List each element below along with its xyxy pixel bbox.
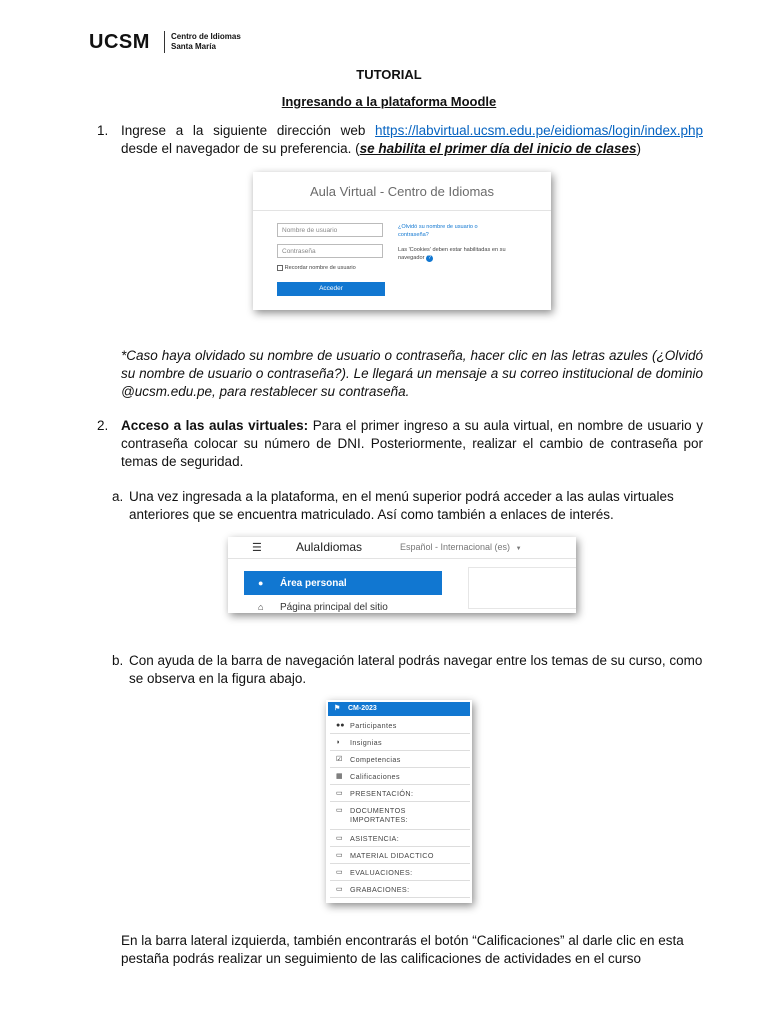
sidebar-item[interactable] xyxy=(330,785,470,802)
sidebar-item[interactable] xyxy=(330,864,470,881)
sub-b-text: Con ayuda de la barra de navegación lateral podrás navegar entre los temas de su curso, como se observa en la figura abajo. xyxy=(129,653,703,686)
sidebar-item-label: Calificaciones xyxy=(350,772,400,781)
menu-screenshot xyxy=(228,537,576,613)
caret-down-icon: ▼ xyxy=(515,546,522,552)
nav-home[interactable] xyxy=(244,595,442,613)
step2-text xyxy=(121,417,703,471)
table-icon: ▦ xyxy=(336,773,343,780)
sidebar-item[interactable] xyxy=(330,802,470,830)
step1-text xyxy=(121,122,703,158)
sidebar-item-label: Competencias xyxy=(350,755,401,764)
login-title: Aula Virtual - Centro de Idiomas xyxy=(309,184,495,199)
org-name xyxy=(171,32,241,51)
top-navbar xyxy=(228,537,576,559)
course-header[interactable] xyxy=(328,702,470,716)
language-selector[interactable] xyxy=(400,542,522,552)
sidebar-item-label: DOCUMENTOS IMPORTANTES: xyxy=(350,806,409,824)
course-code: CM-2023 xyxy=(348,705,377,712)
home-icon: ⌂ xyxy=(258,602,264,612)
help-icon[interactable]: ? xyxy=(426,255,433,262)
cookies-text: Las 'Cookies' deben estar habilitadas en su navegador xyxy=(398,247,506,261)
language-label: Español - Internacional (es) xyxy=(400,542,511,552)
sidebar-item[interactable] xyxy=(330,734,470,751)
username-input[interactable]: Nombre de usuario xyxy=(277,223,383,237)
folder-icon: ▭ xyxy=(336,835,343,842)
sidebar-item-label: Participantes xyxy=(350,721,397,730)
sidebar-item[interactable] xyxy=(330,881,470,898)
login-button[interactable]: Acceder xyxy=(277,282,385,296)
shield-icon: ◗ xyxy=(336,739,341,746)
step1-emphasis: se habilita el primer día del inicio de clases xyxy=(359,141,637,156)
step1-text-a: Ingrese a la siguiente dirección web xyxy=(121,123,376,138)
step1-text-b: desde el navegador de su preferencia. ( xyxy=(121,141,360,156)
sidebar-item-label: ASISTENCIA: xyxy=(350,834,400,843)
password-input[interactable]: Contraseña xyxy=(277,244,383,258)
sub-a-text: Una vez ingresada a la plataforma, en el menú superior podrá acceder a las aulas virtuales anteriores que se encuentra matriculado. Así como también a enlaces de interés. xyxy=(129,489,674,522)
step2-lead: Acceso a las aulas virtuales: xyxy=(121,418,309,433)
login-divider xyxy=(253,210,551,211)
sidebar-item-label: PRESENTACIÓN: xyxy=(350,789,414,798)
remember-label: Recordar nombre de usuario xyxy=(284,265,356,271)
step2-number: 2. xyxy=(97,418,109,433)
sidebar-item-label: EVALUACIONES: xyxy=(350,868,413,877)
org-line1: Centro de Idiomas xyxy=(171,32,241,41)
users-icon: ●● xyxy=(336,722,345,729)
sidebar-item-label: Insignias xyxy=(350,738,382,747)
step1-number: 1. xyxy=(97,123,109,138)
folder-icon: ▭ xyxy=(336,886,343,893)
nav-area-personal-label: Área personal xyxy=(280,578,347,589)
folder-icon: ▭ xyxy=(336,852,343,859)
checkbox-icon[interactable] xyxy=(277,265,283,271)
doc-subtitle: Ingresando a la plataforma Moodle xyxy=(281,94,497,109)
brand-name[interactable]: AulaIdiomas xyxy=(296,540,363,554)
login-screenshot xyxy=(253,172,551,310)
remember-row[interactable] xyxy=(277,264,387,272)
password-note: *Caso haya olvidado su nombre de usuario o contraseña, hacer clic en las letras azules (¿Olvidó su nombre de usuario o contraseña?). Le llegará un mensaje a su correo institucional de dominio @ucsm.edu.pe, para restablecer su contraseña. xyxy=(121,348,703,399)
sidebar-screenshot xyxy=(326,700,472,903)
sidebar-item[interactable] xyxy=(330,717,470,734)
final-paragraph: En la barra lateral izquierda, también encontrarás el botón “Calificaciones” al darle clic en esta pestaña podrás realizar un seguimiento de las calificaciones de actividades en el curso xyxy=(121,933,684,966)
sub-a-letter: a. xyxy=(112,489,124,504)
nav-home-label: Página principal del sitio xyxy=(280,602,388,613)
doc-title: TUTORIAL xyxy=(356,67,422,82)
sub-b-letter: b. xyxy=(112,653,124,668)
folder-icon: ▭ xyxy=(336,869,343,876)
cookies-note xyxy=(398,246,513,262)
sidebar-item[interactable] xyxy=(330,768,470,785)
moodle-login-link[interactable]: https://labvirtual.ucsm.edu.pe/eidiomas/login/index.php xyxy=(375,123,703,138)
hamburger-icon[interactable]: ☰ xyxy=(252,542,262,554)
org-line2: Santa María xyxy=(171,41,216,51)
sidebar-item[interactable] xyxy=(330,847,470,864)
sidebar-item[interactable] xyxy=(330,830,470,847)
sidebar-item[interactable] xyxy=(330,751,470,768)
logo-text: UCSM xyxy=(89,31,150,53)
nav-area-personal[interactable] xyxy=(244,571,442,595)
header-logo xyxy=(89,31,150,53)
sidebar-item-label: GRABACIONES: xyxy=(350,885,410,894)
folder-icon: ▭ xyxy=(336,807,343,814)
forgot-link[interactable]: ¿Olvidó su nombre de usuario o contraseña? xyxy=(398,224,478,238)
folder-icon: ▭ xyxy=(336,790,343,797)
content-panel xyxy=(468,567,576,609)
graduation-cap-icon: ⚑ xyxy=(334,705,341,712)
check-icon: ☑ xyxy=(336,756,343,763)
sidebar-item-label: MATERIAL DIDACTICO xyxy=(350,851,434,860)
logo-divider xyxy=(164,31,165,53)
step2-body: Para el primer ingreso a su aula virtual, en nombre de usuario y contraseña colocar su número de DNI. Posteriormente, realizar el cambio de contraseña por temas de seguridad. xyxy=(121,418,703,469)
dashboard-icon: ● xyxy=(258,578,264,588)
step1-text-c: ) xyxy=(636,141,642,156)
